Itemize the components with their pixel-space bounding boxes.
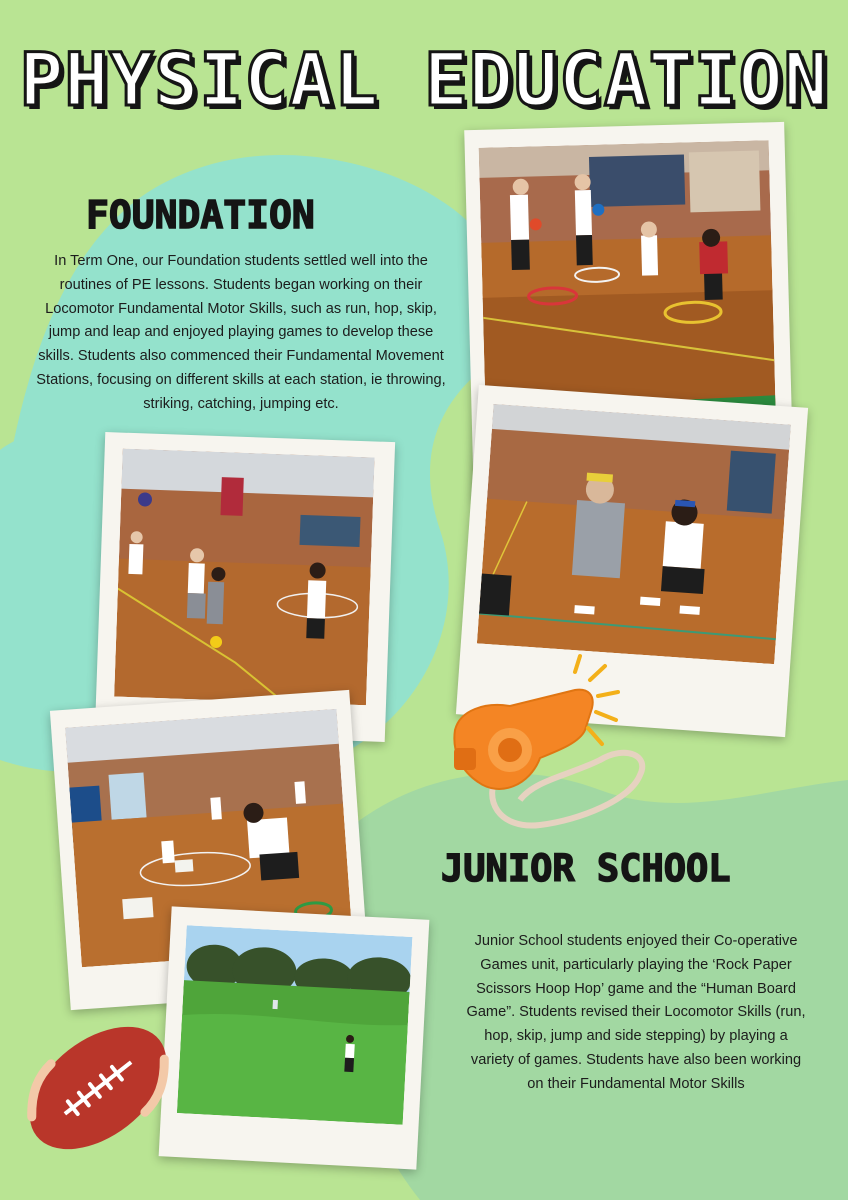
whistle-icon	[440, 650, 660, 840]
junior-school-text: Junior School students enjoyed their Co-operative Games unit, particularly playing the ‘Rock Paper Scissors Hoop Hop’ game and the “Human Board Game”. Students revised their Locomotor Skills (run, hop, skip, jump and side stepping) by playing a variety of games. Students have also been working on their Fundamental Motor Skills	[466, 933, 806, 1092]
photo-frame-gym-ball	[95, 432, 395, 742]
photo-gym-ball	[114, 449, 375, 706]
foundation-heading: FOUNDATION	[86, 193, 315, 237]
photo-gym-hoops	[479, 140, 776, 419]
football-icon	[18, 1010, 178, 1165]
photo-frame-oval	[159, 906, 430, 1169]
page-title: PHYSICAL EDUCATION	[19, 38, 829, 123]
junior-school-heading: JUNIOR SCHOOL	[441, 847, 731, 890]
photo-oval	[177, 925, 413, 1125]
photo-gym-bean-bags	[477, 404, 791, 664]
foundation-text: In Term One, our Foundation students settled well into the routines of PE lessons. Students began working on their Locomotor Fundamental Motor Skills, such as run, hop, skip, jump and leap and enjoyed playing games to develop these skills. Students also commenced their Fundamental Movement Stations, focusing on different skills at each station, ie throwing, striking, catching, jumping etc.	[36, 253, 446, 412]
